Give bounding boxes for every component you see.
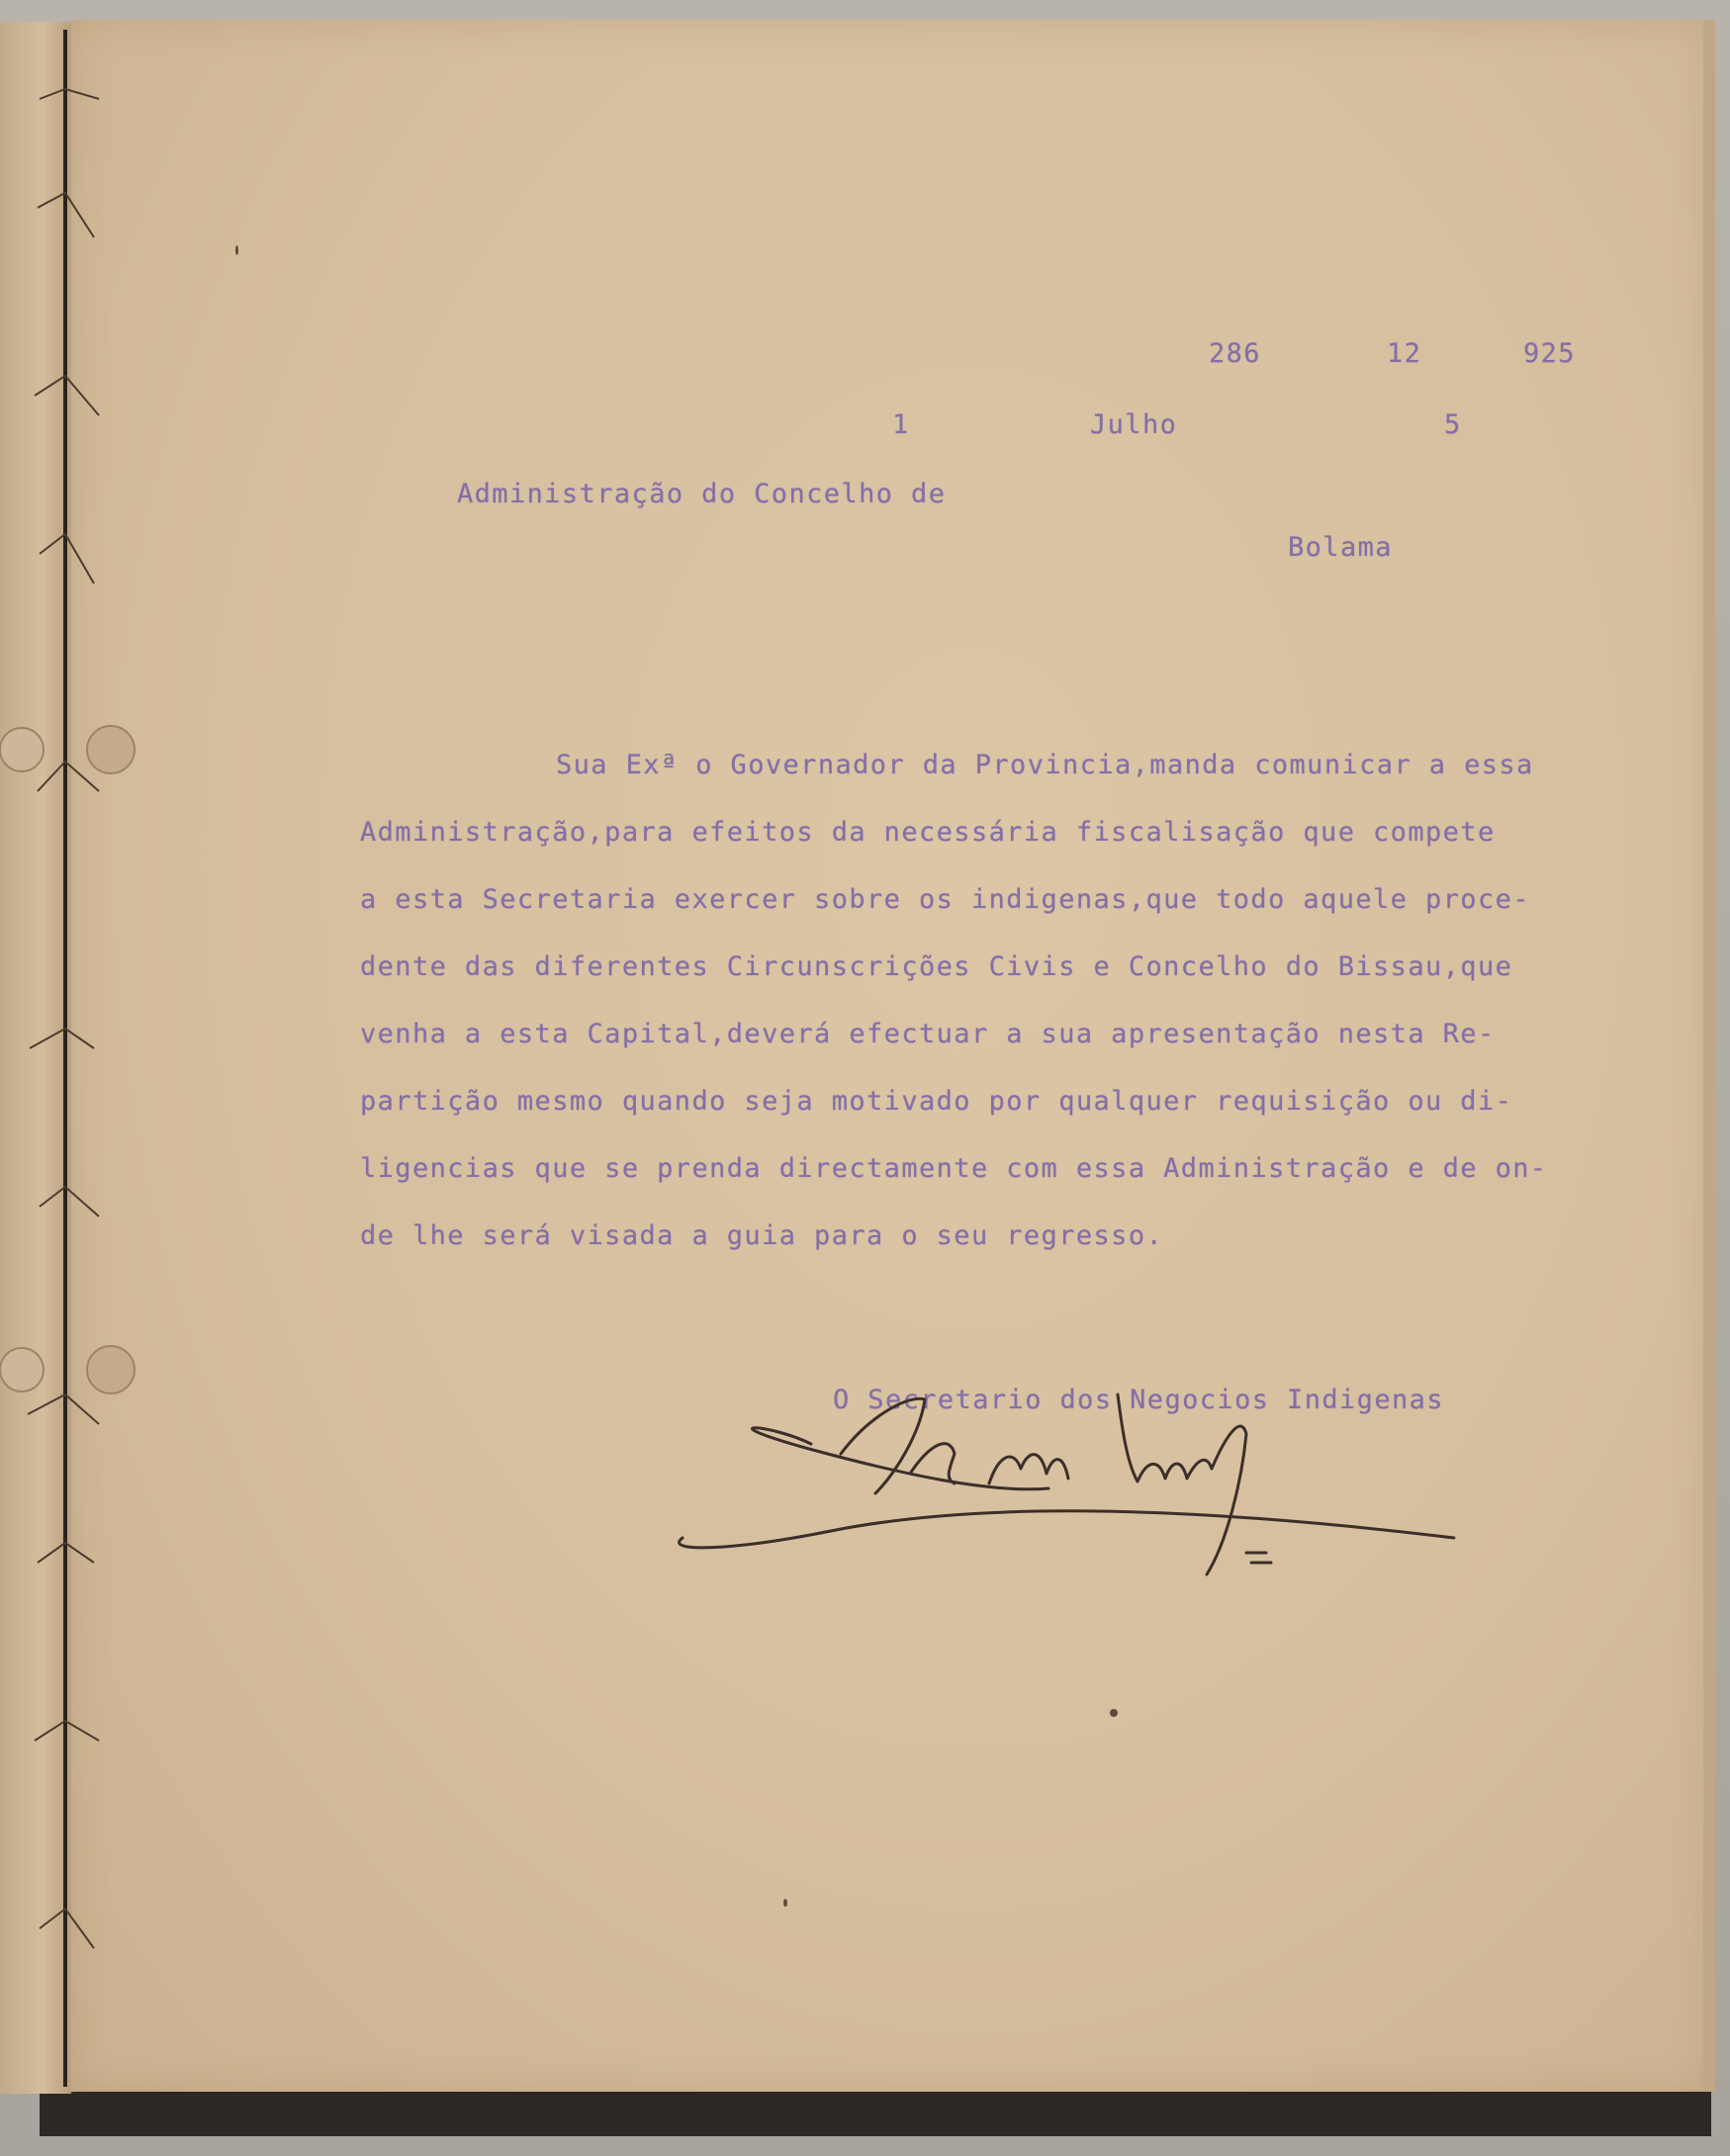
- addressee-place: Bolama: [1288, 532, 1393, 563]
- ref-number: 286: [1209, 338, 1261, 369]
- body-line: partição mesmo quando seja motivado por qualquer requisição ou di-: [360, 1086, 1513, 1117]
- body-line: ligencias que se prenda directamente com essa Administração e de on-: [360, 1153, 1548, 1184]
- body-line: de lhe será visada a guia para o seu regresso.: [360, 1220, 1164, 1251]
- punch-hole: [87, 1346, 135, 1393]
- document-page: [71, 20, 1709, 2092]
- date-year: 5: [1444, 409, 1462, 440]
- paper-speck: [1110, 1709, 1118, 1717]
- binding-stitches: [0, 0, 138, 2156]
- signatory-title: O Secretario dos Negocios Indigenas: [833, 1385, 1444, 1415]
- date-day: 1: [892, 409, 910, 440]
- date-month: Julho: [1090, 409, 1178, 440]
- paper-speck: [235, 245, 238, 255]
- addressee-line: Administração do Concelho de: [457, 479, 947, 509]
- punch-hole: [0, 728, 44, 771]
- book-cover-edge: [40, 2087, 1711, 2136]
- page-right-edge: [1703, 20, 1715, 2092]
- ref-month: 12: [1387, 338, 1422, 369]
- paper-speck: [783, 1899, 787, 1907]
- body-line: Sua Exª o Governador da Provincia,manda comunicar a essa: [556, 750, 1534, 780]
- body-line: dente das diferentes Circunscrições Civis e Concelho do Bissau,que: [360, 951, 1513, 982]
- punch-hole: [87, 726, 135, 773]
- body-line: Administração,para efeitos da necessária fiscalisação que compete: [360, 817, 1496, 848]
- body-line: a esta Secretaria exercer sobre os indigenas,que todo aquele proce-: [360, 884, 1530, 915]
- handwritten-signature: [673, 1355, 1464, 1592]
- body-line: venha a esta Capital,deverá efectuar a sua apresentação nesta Re-: [360, 1019, 1496, 1049]
- punch-hole: [0, 1348, 44, 1392]
- ref-year: 925: [1523, 338, 1576, 369]
